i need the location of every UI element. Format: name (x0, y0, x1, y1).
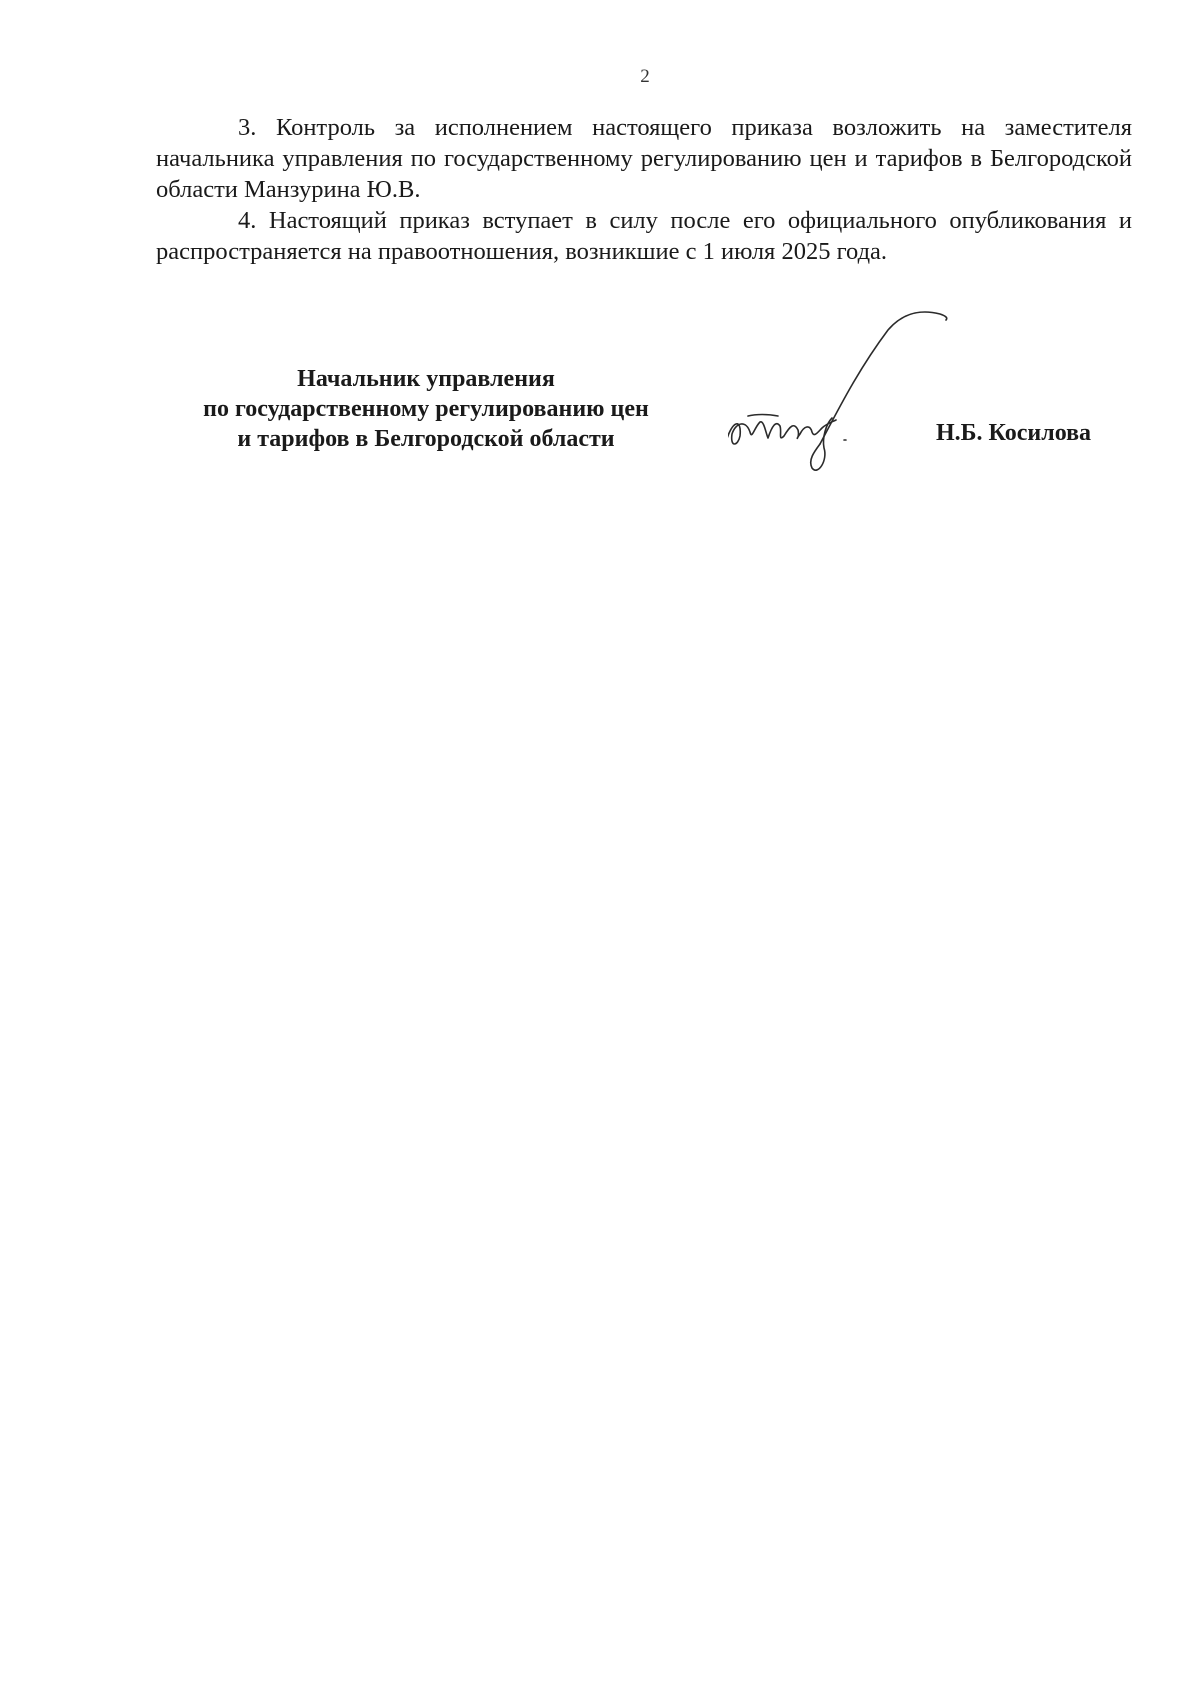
document-body (156, 112, 1132, 267)
paragraph-control: 3. Контроль за исполнением настоящего приказа возложить на заместителя начальника управления по государственному регулированию цен и тарифов в Белгородской области Манзурина Ю.В. (156, 114, 1132, 203)
position-line-2: по государственному регулированию цен (203, 396, 649, 422)
paragraph-effective-date: 4. Настоящий приказ вступает в силу после его официального опубликования и распространяется на правоотношения, возникшие с 1 июля 2025 года. (156, 207, 1132, 265)
position-line-3: и тарифов в Белгородской области (237, 426, 615, 452)
signatory-position (156, 364, 696, 454)
page-number: 2 (640, 66, 650, 87)
signer-name: Н.Б. Косилова (936, 420, 1092, 446)
handwritten-signature-icon (728, 310, 1008, 480)
position-line-1: Начальник управления (297, 366, 555, 392)
